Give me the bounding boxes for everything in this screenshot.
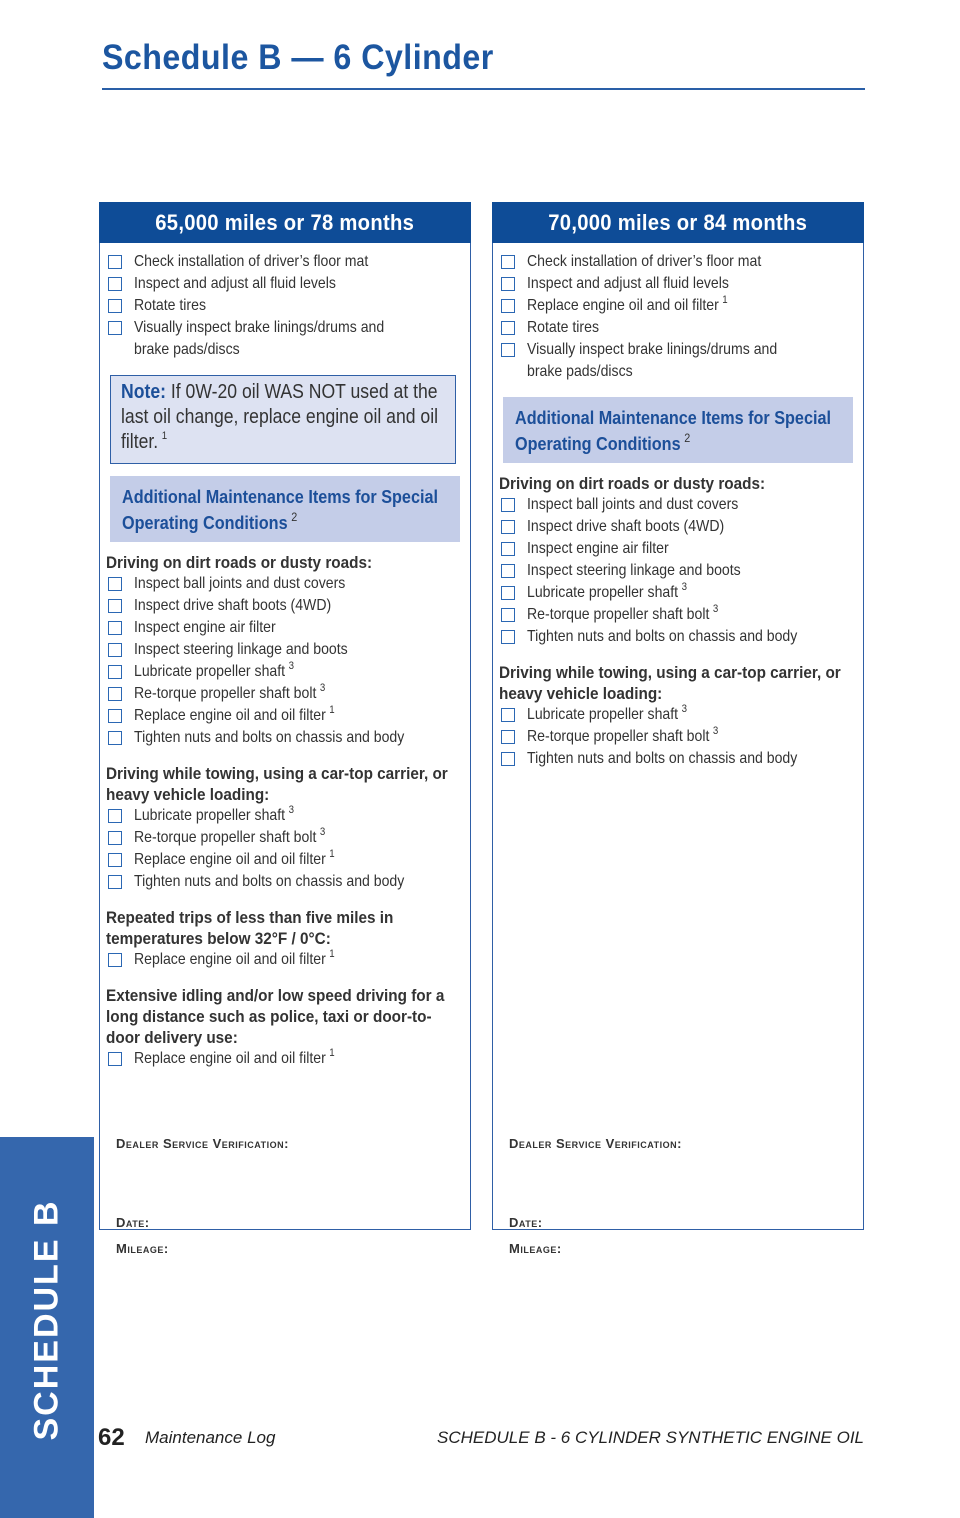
checklist-item	[499, 273, 857, 295]
checkbox[interactable]	[501, 321, 515, 335]
checklist-item-text: Inspect ball joints and dust covers	[134, 575, 346, 592]
checkbox[interactable]	[108, 687, 122, 701]
checkbox[interactable]	[501, 542, 515, 556]
footer-left-label: Maintenance Log	[145, 1428, 276, 1447]
checklist-item-text: Inspect drive shaft boots (4WD)	[134, 597, 332, 614]
checkbox[interactable]	[501, 343, 515, 357]
checklist-item-text: Lubricate propeller shaft	[527, 584, 679, 601]
checklist-item	[499, 748, 857, 770]
footnote-marker: 1	[329, 1047, 335, 1059]
note-text: If 0W-20 oil WAS NOT used at the last oil change, replace engine oil and oil filter.	[121, 381, 439, 453]
checklist-item	[106, 805, 464, 827]
checklist-item-text: Rotate tires	[134, 297, 206, 314]
checkbox[interactable]	[501, 630, 515, 644]
checklist-item	[106, 849, 464, 871]
checkbox[interactable]	[108, 255, 122, 269]
column-header: 70,000 miles or 84 months	[492, 202, 864, 243]
date-label: Date:	[509, 1215, 543, 1230]
checklist-item-text: Re-torque propeller shaft bolt	[134, 829, 317, 846]
mileage-label: Mileage:	[116, 1241, 169, 1256]
checkbox[interactable]	[108, 953, 122, 967]
checkbox[interactable]	[108, 599, 122, 613]
checklist-item	[499, 604, 857, 626]
note-label: Note:	[121, 381, 166, 403]
checklist-item	[106, 317, 464, 361]
checkbox[interactable]	[108, 731, 122, 745]
checklist-item-text: Re-torque propeller shaft bolt	[527, 606, 710, 623]
checklist-item	[106, 1048, 464, 1070]
footnote-marker: 1	[329, 948, 335, 960]
checkbox[interactable]	[108, 875, 122, 889]
checklist-item-text: Inspect engine air filter	[527, 540, 669, 557]
page-number: 62	[98, 1424, 125, 1451]
checkbox[interactable]	[108, 831, 122, 845]
checklist-item-text: Inspect steering linkage and boots	[134, 641, 348, 658]
checklist-item	[499, 317, 857, 339]
checklist-item-text: Lubricate propeller shaft	[134, 663, 286, 680]
checkbox[interactable]	[108, 621, 122, 635]
checklist-item-text: Rotate tires	[527, 319, 599, 336]
note-footnote: 1	[161, 430, 168, 442]
checkbox[interactable]	[108, 853, 122, 867]
checkbox[interactable]	[501, 752, 515, 766]
dealer-verification-label: Dealer Service Verification:	[509, 1136, 682, 1151]
checklist-item	[499, 516, 857, 538]
condition-heading: Driving on dirt roads or dusty roads:	[106, 553, 373, 572]
checkbox[interactable]	[501, 730, 515, 744]
checkbox[interactable]	[501, 608, 515, 622]
footnote-marker: 3	[288, 660, 294, 672]
checklist-item	[106, 617, 464, 639]
checklist-item-text: Re-torque propeller shaft bolt	[527, 728, 710, 745]
checkbox[interactable]	[108, 665, 122, 679]
checklist-item-text: Lubricate propeller shaft	[134, 807, 286, 824]
condition-heading: Driving while towing, using a car-top carrier, or heavy vehicle loading:	[499, 663, 841, 703]
footer-right-label: SCHEDULE B - 6 CYLINDER SYNTHETIC ENGINE OIL	[437, 1428, 864, 1447]
checklist-item-text: Inspect drive shaft boots (4WD)	[527, 518, 725, 535]
checkbox[interactable]	[501, 255, 515, 269]
additional-items-banner: Additional Maintenance Items for Special Operating Conditions $^2$	[110, 476, 460, 542]
page-title: Schedule B — 6 Cylinder	[102, 38, 494, 77]
checklist-item-text: Visually inspect brake linings/drums and brake pads/discs	[527, 341, 778, 380]
checklist-item	[499, 251, 857, 273]
date-label: Date:	[116, 1215, 150, 1230]
checkbox[interactable]	[501, 520, 515, 534]
additional-items-banner: Additional Maintenance Items for Special Operating Conditions $^2$	[503, 397, 853, 463]
footnote-marker: 3	[319, 682, 326, 694]
checklist-item-text: Inspect steering linkage and boots	[527, 562, 741, 579]
checklist-item	[106, 705, 464, 727]
condition-heading: Extensive idling and/or low speed driving for a long distance such as police, taxi or door-to-door delivery use:	[106, 986, 445, 1047]
checklist-item	[106, 573, 464, 595]
footnote-marker: 3	[681, 703, 687, 715]
checkbox[interactable]	[501, 277, 515, 291]
checklist-item-text: Inspect ball joints and dust covers	[527, 496, 739, 513]
checklist-item-text: Replace engine oil and oil filter	[134, 1050, 326, 1067]
checklist-item-text: Re-torque propeller shaft bolt	[134, 685, 317, 702]
checklist-item	[106, 661, 464, 683]
checkbox[interactable]	[108, 299, 122, 313]
checklist-item	[106, 251, 464, 273]
condition-heading: Driving on dirt roads or dusty roads:	[499, 474, 766, 493]
checklist-item	[106, 295, 464, 317]
column-header: 65,000 miles or 78 months	[99, 202, 471, 243]
checklist-item	[106, 727, 464, 749]
checkbox[interactable]	[108, 709, 122, 723]
checkbox[interactable]	[501, 299, 515, 313]
checklist-item-text: Check installation of driver’s floor mat	[527, 253, 762, 270]
checkbox[interactable]	[501, 564, 515, 578]
side-tab-label: SCHEDULE B	[27, 1199, 66, 1441]
checklist-item	[106, 273, 464, 295]
footnote-marker: 3	[712, 725, 719, 737]
checklist-item	[499, 560, 857, 582]
checklist-item	[106, 639, 464, 661]
checklist-item-text: Replace engine oil and oil filter	[134, 951, 326, 968]
checklist-item-text: Inspect engine air filter	[134, 619, 276, 636]
checklist-item-text: Lubricate propeller shaft	[527, 706, 679, 723]
checklist-item-text: Inspect and adjust all fluid levels	[134, 275, 336, 292]
checkbox[interactable]	[108, 321, 122, 335]
column-body	[99, 243, 471, 1256]
column-70000	[492, 202, 864, 1256]
footnote-marker: 3	[288, 804, 294, 816]
checklist-item	[499, 626, 857, 648]
footnote-marker: 1	[722, 294, 728, 306]
checklist-item-text: Inspect and adjust all fluid levels	[527, 275, 729, 292]
mileage-label: Mileage:	[509, 1241, 562, 1256]
checkbox[interactable]	[108, 277, 122, 291]
footnote-marker: 1	[329, 704, 335, 716]
checklist-item	[499, 339, 857, 383]
title-divider	[102, 88, 865, 90]
checklist-item	[499, 538, 857, 560]
checklist-item-text: Tighten nuts and bolts on chassis and body	[527, 750, 798, 767]
checkbox[interactable]	[108, 1052, 122, 1066]
column-65000	[99, 202, 471, 1256]
checklist-item-text: Replace engine oil and oil filter	[134, 851, 326, 868]
checklist-item	[106, 827, 464, 849]
checkbox[interactable]	[108, 643, 122, 657]
footnote-marker: 3	[681, 581, 687, 593]
checklist-item	[106, 871, 464, 893]
checklist-item	[499, 582, 857, 604]
dealer-verification-label: Dealer Service Verification:	[116, 1136, 289, 1151]
checklist-item-text: Visually inspect brake linings/drums and brake pads/discs	[134, 319, 385, 358]
checklist-item	[499, 295, 857, 317]
checkbox[interactable]	[108, 577, 122, 591]
checklist-item	[499, 704, 857, 726]
condition-heading: Driving while towing, using a car-top carrier, or heavy vehicle loading:	[106, 764, 448, 804]
checklist-item	[499, 726, 857, 748]
checkbox[interactable]	[108, 809, 122, 823]
column-body	[492, 243, 864, 1256]
checklist-item-text: Tighten nuts and bolts on chassis and body	[134, 873, 405, 890]
checklist-item-text: Tighten nuts and bolts on chassis and body	[134, 729, 405, 746]
checklist-item	[499, 494, 857, 516]
footnote-marker: 3	[319, 826, 326, 838]
oil-note	[110, 375, 456, 464]
checklist-item-text: Tighten nuts and bolts on chassis and body	[527, 628, 798, 645]
checklist-item	[106, 949, 464, 971]
checklist-item-text: Replace engine oil and oil filter	[134, 707, 326, 724]
checklist-item-text: Check installation of driver’s floor mat	[134, 253, 369, 270]
condition-heading: Repeated trips of less than five miles in temperatures below 32°F / 0°C:	[106, 908, 394, 948]
footnote-marker: 1	[329, 848, 335, 860]
checkbox[interactable]	[501, 586, 515, 600]
checkbox[interactable]	[501, 498, 515, 512]
checklist-item	[106, 595, 464, 617]
checkbox[interactable]	[501, 708, 515, 722]
footnote-marker: 3	[712, 603, 719, 615]
checklist-item	[106, 683, 464, 705]
checklist-item-text: Replace engine oil and oil filter	[527, 297, 719, 314]
